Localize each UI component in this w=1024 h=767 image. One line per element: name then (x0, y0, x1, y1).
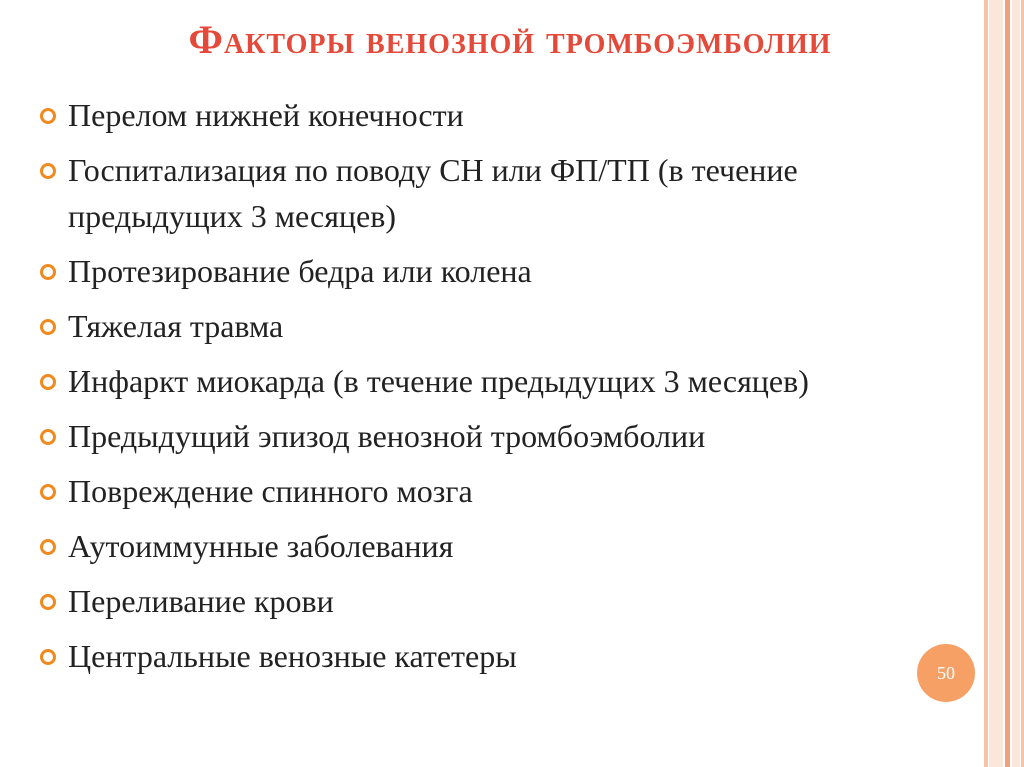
list-item-text: Протезирование бедра или колена (68, 253, 532, 289)
stripe (984, 0, 988, 767)
slide-title: Факторы венозной тромбоэмболии (188, 17, 832, 62)
circle-bullet-icon (40, 594, 56, 610)
list-item-text: Тяжелая травма (68, 308, 284, 344)
list-item-text: Госпитализация по поводу СН или ФП/ТП (в течение предыдущих 3 месяцев) (68, 152, 798, 234)
circle-bullet-icon (40, 319, 56, 335)
page-number-badge: 50 (917, 644, 975, 702)
list-item (40, 358, 900, 404)
list-item (40, 248, 900, 294)
circle-bullet-icon (40, 374, 56, 390)
circle-bullet-icon (40, 539, 56, 555)
list-item (40, 413, 900, 459)
circle-bullet-icon (40, 484, 56, 500)
list-item (40, 147, 900, 239)
stripe (989, 0, 1003, 767)
list-item-text: Повреждение спинного мозга (68, 473, 473, 509)
list-item (40, 92, 900, 138)
decorative-stripes (980, 0, 1024, 767)
list-item-text: Переливание крови (68, 583, 334, 619)
circle-bullet-icon (40, 264, 56, 280)
list-item-text: Предыдущий эпизод венозной тромбоэмболии (68, 418, 706, 454)
list-item (40, 578, 900, 624)
stripe (1012, 0, 1020, 767)
bullet-list (40, 92, 900, 688)
circle-bullet-icon (40, 429, 56, 445)
list-item-text: Центральные венозные катетеры (68, 638, 517, 674)
list-item-text: Перелом нижней конечности (68, 97, 464, 133)
list-item (40, 523, 900, 569)
circle-bullet-icon (40, 108, 56, 124)
stripe (1005, 0, 1010, 767)
list-item-text: Аутоиммунные заболевания (68, 528, 454, 564)
list-item (40, 633, 900, 679)
list-item (40, 468, 900, 514)
list-item-text: Инфаркт миокарда (в течение предыдущих 3 месяцев) (68, 363, 809, 399)
circle-bullet-icon (40, 649, 56, 665)
circle-bullet-icon (40, 163, 56, 179)
list-item (40, 303, 900, 349)
